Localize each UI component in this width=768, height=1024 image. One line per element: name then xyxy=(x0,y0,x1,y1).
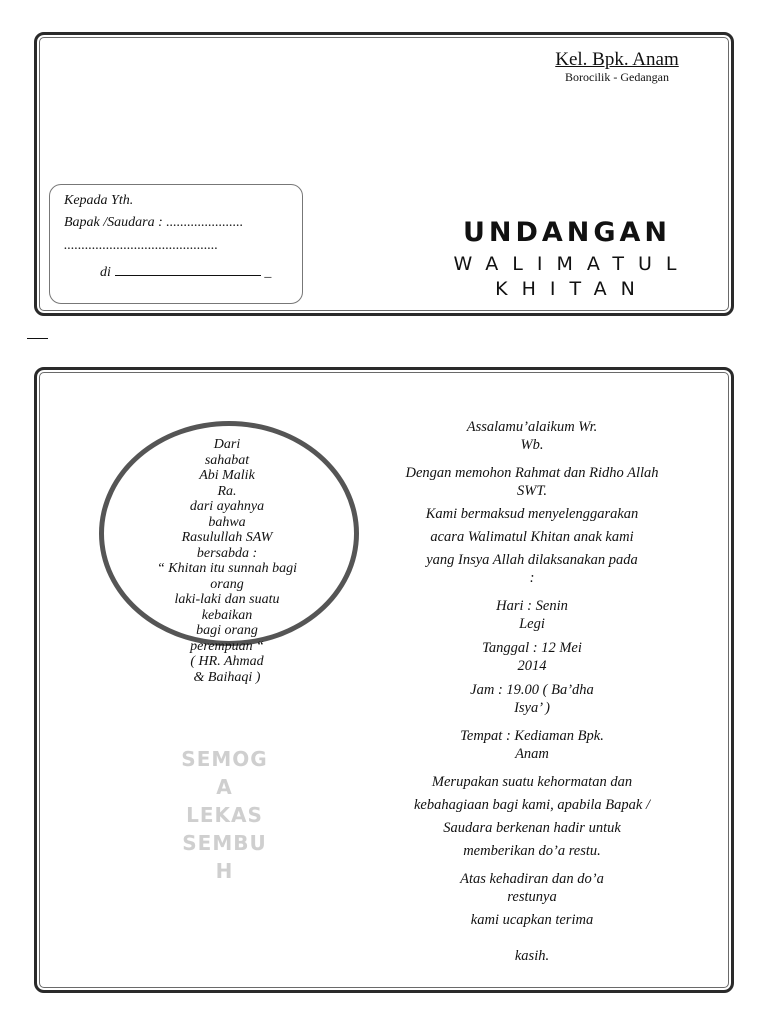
greeting-line: Assalamu’alaikum Wr. xyxy=(466,419,598,435)
thanks-line: Atas kehadiran dan do’a xyxy=(460,871,604,887)
closing-line: kebahagiaan bagi kami, apabila Bapak / xyxy=(414,797,650,813)
get-well-wish xyxy=(157,745,292,885)
event-place xyxy=(367,727,697,763)
intro-line: acara Walimatul Khitan anak kami xyxy=(430,529,634,545)
hadith-line: perempuan “ xyxy=(190,638,264,654)
event-time-line: Isya’ ) xyxy=(514,700,550,716)
separator-dash xyxy=(27,338,48,339)
event-date-line: 2014 xyxy=(517,658,547,674)
closing-text xyxy=(367,773,697,860)
wish-line: SEMOG xyxy=(181,747,268,771)
event-date-line: Tanggal : 12 Mei xyxy=(482,640,582,656)
thanks-line: restunya xyxy=(507,889,557,905)
hadith-line: bagi orang xyxy=(196,623,258,638)
recipient-line-2: Bapak /Saudara : ...................... xyxy=(64,215,244,230)
intro-line: yang Insya Allah dilaksanakan pada xyxy=(426,552,638,568)
hadith-line: ( HR. Ahmad xyxy=(190,654,264,669)
invitation-subtitle-1: WALIMATUL xyxy=(453,253,691,275)
intro-line: SWT. xyxy=(517,483,547,499)
invitation-title: UNDANGAN xyxy=(462,217,672,248)
closing-line: Saudara berkenan hadir untuk xyxy=(443,820,621,836)
recipient-line-4 xyxy=(100,261,271,281)
hadith-line: bersabda : xyxy=(196,545,258,561)
intro-line: Dengan memohon Rahmat dan Ridho Allah xyxy=(405,465,659,481)
recipient-line-1: Kepada Yth. xyxy=(64,193,134,208)
event-day-line: Legi xyxy=(519,616,545,632)
closing-line: memberikan do’a restu. xyxy=(463,843,601,859)
intro-text xyxy=(367,464,697,587)
hadith-line: Dari xyxy=(213,437,241,452)
greeting xyxy=(367,418,697,454)
thanks-line: kami ucapkan terima xyxy=(470,912,594,928)
hadith-line: & Baihaqi ) xyxy=(193,669,261,685)
recipient-di-label: di xyxy=(100,265,111,280)
greeting-line: Wb. xyxy=(520,437,544,453)
event-day xyxy=(367,597,697,633)
sender-address: Borocilik - Gedangan xyxy=(565,70,669,84)
hadith-line: bahwa xyxy=(208,514,246,530)
hadith-text xyxy=(137,437,317,685)
intro-line: Kami bermaksud menyelenggarakan xyxy=(425,506,639,522)
hadith-line: dari ayahnya xyxy=(189,499,265,514)
hadith-line: Abi Malik xyxy=(199,468,255,483)
event-place-line: Anam xyxy=(515,746,549,762)
event-place-line: Tempat : Kediaman Bpk. xyxy=(460,728,604,744)
wish-line: LEKAS xyxy=(186,803,263,827)
event-time xyxy=(367,681,697,717)
recipient-di-suffix: _ xyxy=(264,265,272,280)
wish-line: SEMBU xyxy=(182,831,267,855)
closing-line: Merupakan suatu kehormatan dan xyxy=(431,774,633,790)
event-day-line: Hari : Senin xyxy=(496,598,568,614)
sender-name: Kel. Bpk. Anam xyxy=(555,49,679,70)
hadith-line: kebaikan xyxy=(201,607,253,623)
inner-card xyxy=(34,367,734,993)
intro-line: : xyxy=(529,570,535,586)
recipient-location-line xyxy=(115,261,261,276)
wish-line: A xyxy=(216,775,233,799)
thanks-text xyxy=(367,870,697,965)
hadith-line: “ Khitan itu sunnah bagi xyxy=(156,561,298,576)
event-time-line: Jam : 19.00 ( Ba’dha xyxy=(470,682,594,698)
recipient-box xyxy=(49,184,303,304)
invitation-body xyxy=(367,418,697,965)
recipient-line-3: ............................................ xyxy=(64,238,218,253)
hadith-line: laki-laki dan suatu xyxy=(174,592,280,607)
cover-card xyxy=(34,32,734,316)
hadith-line: sahabat xyxy=(204,452,250,468)
wish-line: H xyxy=(215,859,234,883)
hadith-line: Rasulullah SAW xyxy=(181,530,273,545)
hadith-line: orang xyxy=(210,576,244,592)
hadith-line: Ra. xyxy=(217,483,237,499)
thanks-line: kasih. xyxy=(514,948,550,964)
invitation-subtitle-2: KHITAN xyxy=(495,278,649,300)
event-date xyxy=(367,639,697,675)
